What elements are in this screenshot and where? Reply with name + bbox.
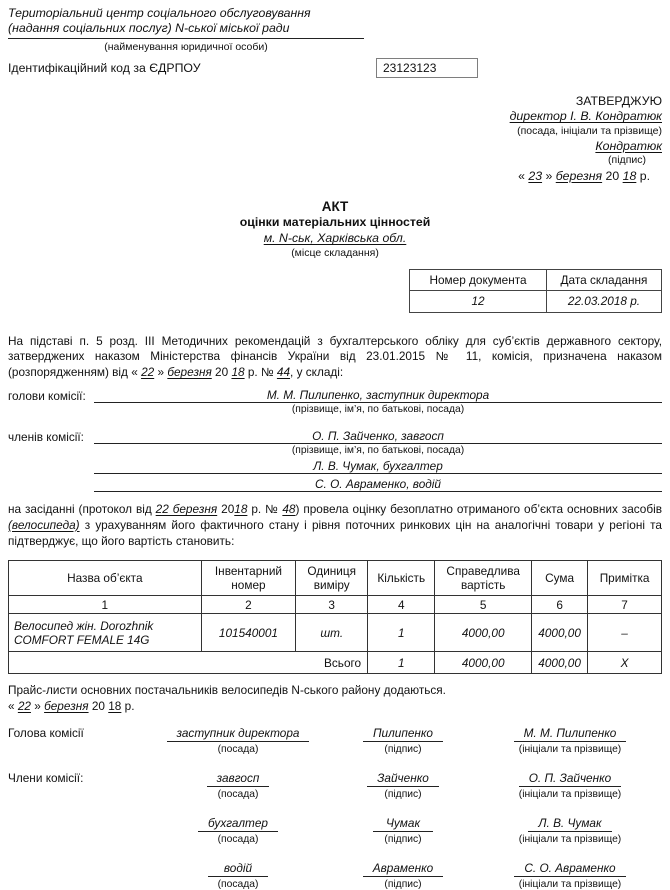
signature-row-label: Члени комісії: [8, 771, 84, 786]
valuation-total-row [9, 652, 662, 674]
signature-position: бухгалтер [198, 816, 278, 832]
commission-member-2: Л. В. Чумак, бухгалтер [94, 459, 662, 474]
total-sum-cell: 4000,00 [532, 652, 588, 674]
signature-row [8, 726, 662, 755]
signature-position: заступник директора [167, 726, 310, 742]
org-header [8, 6, 662, 82]
edrpou-label: Ідентифікаційний код за ЄДРПОУ [8, 60, 201, 75]
approval-date-month: березня [555, 168, 603, 183]
signature-autograph: Чумак [373, 816, 433, 832]
position-caption: (посада) [217, 744, 259, 756]
sum-cell: 4000,00 [532, 614, 588, 652]
signature-position: завгосп [207, 771, 270, 787]
doc-number-header: Номер документа [410, 269, 547, 290]
quantity-cell: 1 [368, 614, 435, 652]
protocol-year: 18 [234, 502, 248, 517]
column-number-row: 1 2 3 4 5 6 7 [9, 596, 662, 614]
org-name-caption: (найменування юридичної особи) [104, 40, 268, 53]
valuation-table [8, 560, 662, 674]
edrpou-code-box: 23123123 [376, 58, 478, 78]
doc-info-table [409, 269, 662, 313]
doc-place: м. N-ськ, Харківська обл. [263, 231, 407, 246]
order-month: березня [167, 365, 212, 380]
position-caption: (посада) [217, 879, 259, 890]
approval-date-day: 23 [528, 168, 543, 183]
footer-date-month: березня [44, 699, 89, 714]
commission-member-1: О. П. Зайченко, завгосп [94, 429, 662, 444]
doc-number-value: 12 [410, 290, 547, 312]
org-name-line2: (надання соціальних послуг) N-ської міської ради [8, 21, 290, 36]
commission-head-name: М. М. Пилипенко, заступник директора [94, 388, 662, 403]
col-header-unit: Одиниця виміру [296, 561, 368, 596]
approval-signature-caption: (підпис) [608, 154, 646, 167]
signature-autograph: Зайченко [367, 771, 439, 787]
signature-position: водій [208, 861, 268, 877]
commission-head-label: голови комісії: [8, 389, 86, 404]
total-fair-value-cell: 4000,00 [435, 652, 532, 674]
commission-name-caption-2: (прізвище, ім’я, по батькові, посада) [291, 445, 465, 457]
signature-caption: (підпис) [384, 744, 422, 756]
approval-date-year: 18 [622, 168, 637, 183]
approval-block [8, 94, 662, 185]
name-caption: (ініціали та прізвище) [518, 744, 622, 756]
basis-paragraph: На підставі п. 5 розд. III Методичних рекомендацій з бухгалтерського обліку для суб’єктів державного сектору, затверджених наказом Міністерства фінансів України від 23.01.2015 № 11, комісія, призначена наказом (розпорядженням) від « 22 » березня 20 18 р. № 44, у складі: [8, 333, 662, 380]
commission-members-row [8, 429, 662, 444]
signature-row [8, 816, 662, 845]
col-header-quantity: Кількість [368, 561, 435, 596]
valuation-data-row [9, 614, 662, 652]
signature-fullname: С. О. Авраменко [514, 861, 625, 877]
signature-row [8, 771, 662, 800]
approval-position-line: директор І. В. Кондратюк [509, 109, 662, 124]
approval-date: « 23 » березня 20 18 р. [518, 168, 650, 183]
doc-date-header: Дата складання [547, 269, 662, 290]
fair-value-cell: 4000,00 [435, 614, 532, 652]
col-header-inventory: Інвентарний номер [201, 561, 296, 596]
footer-date-year: 18 [108, 699, 122, 714]
edrpou-row [8, 61, 478, 82]
doc-place-caption: (місце складання) [291, 247, 379, 260]
total-quantity-cell: 1 [368, 652, 435, 674]
order-number: 44 [276, 365, 291, 380]
commission-head-row [8, 388, 662, 403]
signature-caption: (підпис) [384, 879, 422, 890]
signature-caption: (підпис) [384, 789, 422, 801]
unit-cell: шт. [296, 614, 368, 652]
note-cell: – [588, 614, 662, 652]
approval-signature: Кондратюк [595, 138, 662, 153]
position-caption: (посада) [217, 789, 259, 801]
org-name-line1: Територіальний центр соціального обслуговування [8, 6, 311, 20]
doc-subtitle: оцінки матеріальних цінностей [239, 215, 431, 230]
total-note-cell: X [588, 652, 662, 674]
protocol-date: 22 березня [155, 502, 218, 517]
total-label: Всього [9, 652, 368, 674]
order-day: 22 [141, 365, 155, 380]
commission-name-caption: (прізвище, ім’я, по батькові, посада) [291, 404, 465, 416]
signatures-section [8, 726, 662, 890]
signature-fullname: М. М. Пилипенко [514, 726, 627, 742]
commission-block [8, 388, 662, 492]
signature-caption: (підпис) [384, 834, 422, 846]
col-header-sum: Сума [532, 561, 588, 596]
position-caption: (посада) [217, 834, 259, 846]
name-caption: (ініціали та прізвище) [518, 834, 622, 846]
signature-fullname: О. П. Зайченко [519, 771, 622, 787]
footer-date: « 22 » березня 20 18 р. [8, 699, 135, 714]
doc-date-value: 22.03.2018 р. [547, 290, 662, 312]
col-header-note: Примітка [588, 561, 662, 596]
signature-row-label: Голова комісії [8, 726, 84, 741]
meeting-paragraph: на засіданні (протокол від 22 березня 2018 р. № 48) провела оцінку безоплатно отриманого об’єкта основних засобів (велосипеда) з урахуванням його фактичного стану і рівня поточних ринкових цін на аналогічні товари у регіоні та підтверджує, що його вартість становить: [8, 502, 662, 548]
object-name-cell: Велосипед жін. Dorozhnik COMFORT FEMALE 14G [9, 614, 202, 652]
commission-members-label: членів комісії: [8, 430, 84, 445]
name-caption: (ініціали та прізвище) [518, 879, 622, 890]
attachment-note: Прайс-листи основних постачальників велосипедів N-ського району додаються. [8, 683, 446, 698]
approval-position-caption: (посада, ініціали та прізвище) [517, 125, 662, 138]
footer-date-day: 22 [17, 699, 31, 714]
valuation-header-row [9, 561, 662, 596]
col-header-fair-value: Справедлива вартість [435, 561, 532, 596]
signature-row [8, 861, 662, 890]
doc-type-title: АКТ [321, 198, 349, 214]
col-header-name: Назва об’єкта [9, 561, 202, 596]
order-year: 18 [231, 365, 245, 380]
title-block [8, 198, 662, 261]
protocol-number: 48 [282, 502, 296, 517]
org-name-block [8, 6, 364, 39]
commission-member-3: С. О. Авраменко, водій [94, 477, 662, 492]
name-caption: (ініціали та прізвище) [518, 789, 622, 801]
signature-autograph: Авраменко [363, 861, 443, 877]
valued-object: (велосипеда) [8, 517, 80, 532]
approval-title: ЗАТВЕРДЖУЮ [575, 93, 662, 108]
signature-autograph: Пилипенко [363, 726, 443, 742]
signature-fullname: Л. В. Чумак [528, 816, 611, 832]
inventory-number-cell: 101540001 [201, 614, 296, 652]
